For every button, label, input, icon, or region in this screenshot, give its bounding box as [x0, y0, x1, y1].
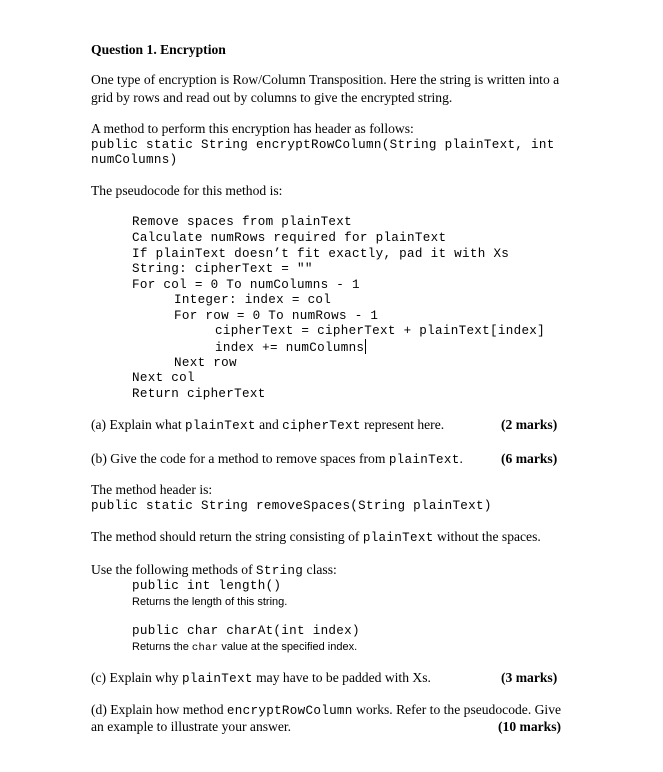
method-header-line-1: public static String encryptRowColumn(String plainText, int: [91, 138, 555, 152]
b-header-text: The method header is:: [91, 482, 213, 497]
pseudocode-line: Next col: [132, 371, 195, 385]
b-methods-pre: Use the following methods of: [91, 562, 256, 577]
method-charat-description: [132, 639, 357, 656]
pseudocode-line: For col = 0 To numColumns - 1: [132, 278, 360, 292]
b-header-code: public static String removeSpaces(String plainText): [91, 499, 492, 513]
part-d-question-line-1: [91, 702, 561, 719]
part-b-question: [91, 451, 463, 468]
text-cursor: [365, 339, 366, 354]
code-encryptrowcolumn: encryptRowColumn: [226, 704, 353, 718]
part-b-marks: (6 marks): [501, 451, 558, 466]
part-c-marks: (3 marks): [501, 670, 558, 685]
part-a-text: represent here.: [360, 417, 445, 432]
part-c-text: (c) Explain why: [91, 670, 182, 685]
pseudocode-line: Calculate numRows required for plainText: [132, 231, 447, 245]
pseudocode-intro: The pseudocode for this method is:: [91, 183, 283, 198]
pseudocode-line: cipherText = cipherText + plainText[index]: [215, 324, 546, 338]
intro-line-1: One type of encryption is Row/Column Transposition. Here the string is written into a: [91, 72, 560, 87]
b-return-text: [91, 529, 541, 546]
method-header-line-2: numColumns): [91, 153, 178, 167]
method-length-signature: public int length(): [132, 579, 282, 593]
part-b-text: .: [459, 451, 463, 466]
code-plaintext: plainText: [388, 453, 460, 467]
charat-desc-pre: Returns the: [132, 641, 192, 653]
part-a-marks: (2 marks): [501, 417, 558, 432]
part-a-text: (a) Explain what: [91, 417, 185, 432]
part-c-question: [91, 670, 431, 687]
part-d-text: works. Refer to the pseudocode. Give: [352, 702, 562, 717]
pseudocode-line: Integer: index = col: [174, 293, 332, 307]
pseudocode-line: String: cipherText = "": [132, 262, 313, 276]
part-a-text: and: [255, 417, 283, 432]
code-plaintext: plainText: [362, 531, 434, 545]
b-return-pre: The method should return the string consisting of: [91, 529, 363, 544]
pseudocode-line: [215, 339, 366, 356]
part-d-marks: (10 marks): [498, 719, 562, 734]
b-methods-intro: [91, 562, 337, 579]
pseudocode-line: Next row: [174, 356, 237, 370]
code-string: String: [256, 564, 304, 578]
code-plaintext: plainText: [185, 419, 256, 433]
code-plaintext: plainText: [181, 672, 253, 686]
code-ciphertext: cipherText: [282, 419, 361, 433]
pseudocode-line: Return cipherText: [132, 387, 266, 401]
question-title: Question 1. Encryption: [91, 42, 226, 57]
part-a-question: [91, 417, 444, 434]
method-charat-signature: public char charAt(int index): [132, 624, 360, 638]
method-intro-text: A method to perform this encryption has header as follows:: [91, 121, 414, 136]
part-d-question-line-2: an example to illustrate your answer.: [91, 719, 292, 734]
pseudocode-line: For row = 0 To numRows - 1: [174, 309, 379, 323]
pseudocode-line: If plainText doesn’t fit exactly, pad it with Xs: [132, 247, 510, 261]
intro-line-2: grid by rows and read out by columns to give the encrypted string.: [91, 90, 453, 105]
b-methods-post: class:: [303, 562, 337, 577]
pseudocode-line: Remove spaces from plainText: [132, 215, 353, 229]
pseudocode-line-text: index += numColumns: [215, 341, 365, 355]
part-b-text: (b) Give the code for a method to remove spaces from: [91, 451, 389, 466]
b-return-post: without the spaces.: [433, 529, 541, 544]
part-d-text: (d) Explain how method: [91, 702, 227, 717]
method-length-description: Returns the length of this string.: [132, 596, 288, 608]
part-c-text: may have to be padded with Xs.: [252, 670, 431, 685]
charat-desc-post: value at the specified index.: [218, 641, 358, 653]
code-char: char: [191, 642, 219, 654]
